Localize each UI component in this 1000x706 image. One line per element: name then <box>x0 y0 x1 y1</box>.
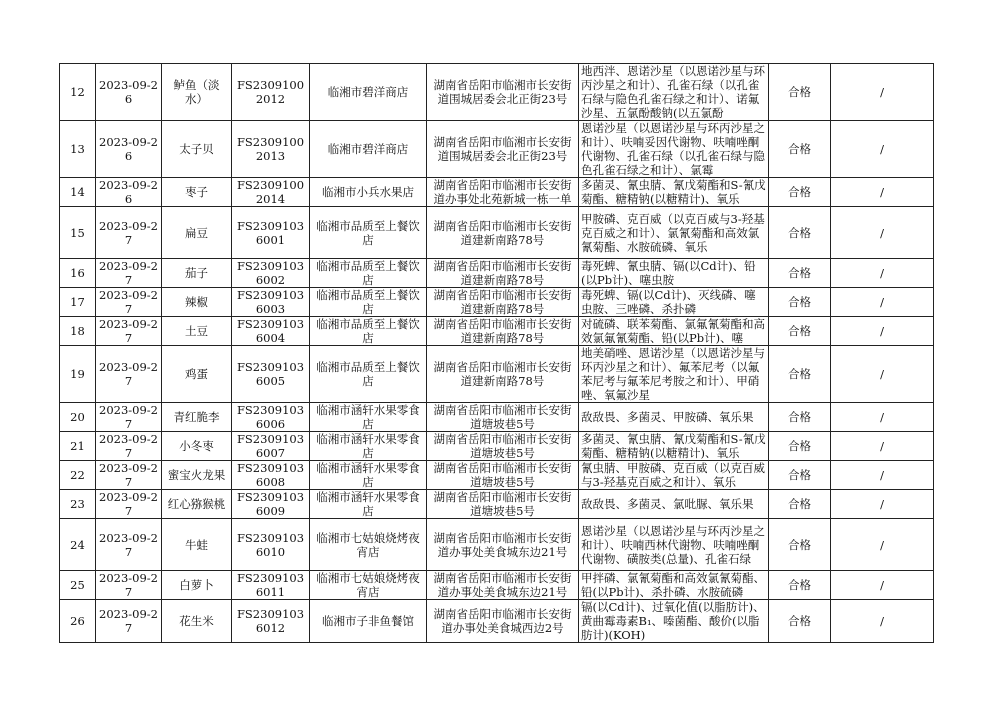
sampled-unit-name-cell: 临湘市品质至上餐饮店 <box>310 207 427 259</box>
sampled-unit-address-cell: 湖南省岳阳市临湘市长安街道围城居委会北正街23号 <box>427 64 579 121</box>
inspection-items-text: 恩诺沙星（以恩诺沙星与环丙沙星之和计）、呋喃西林代谢物、呋喃唑酮代谢物、磺胺类(总量)、孔雀石绿 <box>581 523 765 566</box>
remark-cell: / <box>831 346 934 403</box>
sample-code-cell: FS23091002014 <box>232 178 310 207</box>
inspection-items-text: 氰虫腈、甲胺磷、克百威（以克百威与3-羟基克百威之和计）、氧乐 <box>581 461 765 489</box>
inspection-result-cell: 合格 <box>769 600 831 643</box>
inspection-items-cell <box>579 178 769 207</box>
sampled-unit-address-cell: 湖南省岳阳市临湘市长安街道办事处美食城东边21号 <box>427 519 579 571</box>
inspection-items-cell <box>579 317 769 346</box>
inspection-items-text: 敌敌畏、多菌灵、氯吡脲、氧乐果 <box>581 497 754 511</box>
sample-code-cell: FS23091036011 <box>232 571 310 600</box>
inspection-items-text: 地美硝唑、恩诺沙星（以恩诺沙星与环丙沙星之和计）、氟苯尼考（以氟苯尼考与氟苯尼考胺之和计）、甲硝唑、氧氟沙星 <box>581 346 765 402</box>
sample-code-cell: FS23091036012 <box>232 600 310 643</box>
table-row <box>60 432 934 461</box>
inspection-result-cell: 合格 <box>769 432 831 461</box>
sample-name-cell: 红心猕猴桃 <box>162 490 232 519</box>
table-row <box>60 259 934 288</box>
inspection-items-cell <box>579 571 769 600</box>
inspection-items-text: 对硫磷、联苯菊酯、氯氟氰菊酯和高效氯氟氰菊酯、铅(以Pb计)、噻 <box>581 317 765 345</box>
sample-code-cell: FS23091002013 <box>232 121 310 178</box>
sample-code-cell: FS23091036002 <box>232 259 310 288</box>
sampled-unit-name-cell: 临湘市碧洋商店 <box>310 64 427 121</box>
remark-cell: / <box>831 317 934 346</box>
row-number-cell: 24 <box>60 519 96 571</box>
sample-name-cell: 花生米 <box>162 600 232 643</box>
sampled-unit-address-cell: 湖南省岳阳市临湘市长安街道建新南路78号 <box>427 207 579 259</box>
row-number-cell: 18 <box>60 317 96 346</box>
remark-cell: / <box>831 121 934 178</box>
sampling-date-cell: 2023-09-27 <box>96 571 162 600</box>
sample-code-cell: FS23091002012 <box>232 64 310 121</box>
sample-name-cell: 牛蛙 <box>162 519 232 571</box>
remark-cell: / <box>831 403 934 432</box>
sample-code-cell: FS23091036010 <box>232 519 310 571</box>
sampling-date-cell: 2023-09-27 <box>96 288 162 317</box>
inspection-result-cell: 合格 <box>769 178 831 207</box>
table-row <box>60 490 934 519</box>
sampling-date-cell: 2023-09-27 <box>96 490 162 519</box>
row-number-cell: 15 <box>60 207 96 259</box>
sampled-unit-address-cell: 湖南省岳阳市临湘市长安街道建新南路78号 <box>427 259 579 288</box>
row-number-cell: 17 <box>60 288 96 317</box>
inspection-items-text: 镉(以Cd计)、过氧化值(以脂肪计)、黄曲霉毒素B₁、嗪菌酯、酸价(以脂肪计)(KOH) <box>581 600 765 642</box>
sampled-unit-name-cell: 临湘市小兵水果店 <box>310 178 427 207</box>
sample-name-cell: 枣子 <box>162 178 232 207</box>
inspection-result-cell: 合格 <box>769 288 831 317</box>
inspection-items-text: 甲拌磷、氯氰菊酯和高效氯氰菊酯、铅(以Pb计)、杀扑磷、水胺硫磷 <box>581 571 765 599</box>
sampled-unit-address-cell: 湖南省岳阳市临湘市长安街道建新南路78号 <box>427 346 579 403</box>
sample-name-cell: 土豆 <box>162 317 232 346</box>
sample-name-cell: 鲈鱼（淡水） <box>162 64 232 121</box>
table-row <box>60 288 934 317</box>
sample-code-cell: FS23091036008 <box>232 461 310 490</box>
sampled-unit-address-cell: 湖南省岳阳市临湘市长安街道塘坡巷5号 <box>427 403 579 432</box>
sample-name-cell: 辣椒 <box>162 288 232 317</box>
remark-cell: / <box>831 519 934 571</box>
remark-cell: / <box>831 600 934 643</box>
sampled-unit-address-cell: 湖南省岳阳市临湘市长安街道办事处美食城东边21号 <box>427 571 579 600</box>
sampled-unit-name-cell: 临湘市品质至上餐饮店 <box>310 259 427 288</box>
sampled-unit-name-cell: 临湘市七姑娘烧烤夜宵店 <box>310 571 427 600</box>
inspection-result-cell: 合格 <box>769 317 831 346</box>
row-number-cell: 26 <box>60 600 96 643</box>
inspection-items-cell <box>579 490 769 519</box>
inspection-result-cell: 合格 <box>769 461 831 490</box>
table-row <box>60 403 934 432</box>
sample-code-cell: FS23091036006 <box>232 403 310 432</box>
sampled-unit-name-cell: 临湘市品质至上餐饮店 <box>310 317 427 346</box>
remark-cell: / <box>831 461 934 490</box>
sample-code-cell: FS23091036005 <box>232 346 310 403</box>
sampled-unit-name-cell: 临湘市碧洋商店 <box>310 121 427 178</box>
row-number-cell: 19 <box>60 346 96 403</box>
table-row <box>60 121 934 178</box>
inspection-result-cell: 合格 <box>769 490 831 519</box>
sampling-date-cell: 2023-09-27 <box>96 600 162 643</box>
sampled-unit-name-cell: 临湘市涵轩水果零食店 <box>310 461 427 490</box>
row-number-cell: 12 <box>60 64 96 121</box>
inspection-items-cell <box>579 64 769 121</box>
sample-name-cell: 扁豆 <box>162 207 232 259</box>
inspection-items-cell <box>579 259 769 288</box>
sampled-unit-address-cell: 湖南省岳阳市临湘市长安街道办事处美食城西边2号 <box>427 600 579 643</box>
sample-name-cell: 茄子 <box>162 259 232 288</box>
inspection-items-text: 甲胺磷、克百威（以克百威与3-羟基克百威之和计）、氯氰菊酯和高效氯氰菊酯、水胺硫磷、氧乐 <box>581 211 765 254</box>
sampling-date-cell: 2023-09-27 <box>96 432 162 461</box>
sample-code-cell: FS23091036009 <box>232 490 310 519</box>
sampling-date-cell: 2023-09-26 <box>96 121 162 178</box>
sample-name-cell: 鸡蛋 <box>162 346 232 403</box>
sample-name-cell: 蜜宝火龙果 <box>162 461 232 490</box>
remark-cell: / <box>831 259 934 288</box>
table-row <box>60 461 934 490</box>
sample-code-cell: FS23091036001 <box>232 207 310 259</box>
sampling-date-cell: 2023-09-27 <box>96 259 162 288</box>
sampling-date-cell: 2023-09-27 <box>96 461 162 490</box>
sampled-unit-name-cell: 临湘市品质至上餐饮店 <box>310 288 427 317</box>
inspection-items-text: 毒死蜱、镉(以Cd计)、灭线磷、噻虫胺、三唑磷、杀扑磷 <box>581 288 756 316</box>
remark-cell: / <box>831 571 934 600</box>
sampled-unit-name-cell: 临湘市涵轩水果零食店 <box>310 490 427 519</box>
table-row <box>60 207 934 259</box>
inspection-result-cell: 合格 <box>769 519 831 571</box>
inspection-result-cell: 合格 <box>769 64 831 121</box>
inspection-items-cell <box>579 432 769 461</box>
sampling-date-cell: 2023-09-27 <box>96 403 162 432</box>
table-row <box>60 178 934 207</box>
remark-cell: / <box>831 207 934 259</box>
sampled-unit-address-cell: 湖南省岳阳市临湘市长安街道塘坡巷5号 <box>427 461 579 490</box>
inspection-result-cell: 合格 <box>769 571 831 600</box>
inspection-results-sheet <box>59 63 933 643</box>
sample-code-cell: FS23091036003 <box>232 288 310 317</box>
inspection-items-cell <box>579 121 769 178</box>
remark-cell: / <box>831 490 934 519</box>
row-number-cell: 16 <box>60 259 96 288</box>
sampling-date-cell: 2023-09-27 <box>96 207 162 259</box>
sample-code-cell: FS23091036004 <box>232 317 310 346</box>
sample-name-cell: 小冬枣 <box>162 432 232 461</box>
sampled-unit-name-cell: 临湘市七姑娘烧烤夜宵店 <box>310 519 427 571</box>
sampled-unit-name-cell: 临湘市涵轩水果零食店 <box>310 432 427 461</box>
remark-cell: / <box>831 178 934 207</box>
table-row <box>60 519 934 571</box>
table-row <box>60 600 934 643</box>
inspection-items-text: 多菌灵、氰虫腈、氰戊菊酯和S-氰戊菊酯、糖精钠(以糖精计)、氧乐 <box>581 432 766 460</box>
inspection-items-cell <box>579 600 769 643</box>
remark-cell: / <box>831 432 934 461</box>
sampled-unit-address-cell: 湖南省岳阳市临湘市长安街道围城居委会北正街23号 <box>427 121 579 178</box>
inspection-result-cell: 合格 <box>769 259 831 288</box>
remark-cell: / <box>831 64 934 121</box>
sampling-date-cell: 2023-09-26 <box>96 178 162 207</box>
sample-name-cell: 白萝卜 <box>162 571 232 600</box>
inspection-result-cell: 合格 <box>769 121 831 178</box>
table-row <box>60 571 934 600</box>
inspection-items-cell <box>579 461 769 490</box>
sample-name-cell: 太子贝 <box>162 121 232 178</box>
inspection-items-text: 多菌灵、氰虫腈、氰戊菊酯和S-氰戊菊酯、糖精钠(以糖精计)、氧乐 <box>581 178 766 206</box>
row-number-cell: 22 <box>60 461 96 490</box>
inspection-result-cell: 合格 <box>769 346 831 403</box>
inspection-items-text: 毒死蜱、氰虫腈、镉(以Cd计)、铅(以Pb计)、噻虫胺 <box>581 259 756 287</box>
sample-name-cell: 青红脆李 <box>162 403 232 432</box>
inspection-results-table <box>59 63 934 643</box>
inspection-result-cell: 合格 <box>769 207 831 259</box>
table-row <box>60 317 934 346</box>
table-row <box>60 346 934 403</box>
sampled-unit-name-cell: 临湘市子非鱼餐馆 <box>310 600 427 643</box>
remark-cell: / <box>831 288 934 317</box>
inspection-items-cell <box>579 288 769 317</box>
inspection-items-cell <box>579 403 769 432</box>
table-row <box>60 64 934 121</box>
sampled-unit-address-cell: 湖南省岳阳市临湘市长安街道办事处北苑新城一栋一单 <box>427 178 579 207</box>
sampled-unit-name-cell: 临湘市品质至上餐饮店 <box>310 346 427 403</box>
row-number-cell: 23 <box>60 490 96 519</box>
inspection-items-text: 地西泮、恩诺沙星（以恩诺沙星与环丙沙星之和计）、孔雀石绿（以孔雀石绿与隐色孔雀石绿之和计）、诺氟沙星、五氯酚酸钠(以五氯酚 <box>581 64 765 120</box>
inspection-items-text: 敌敌畏、多菌灵、甲胺磷、氧乐果 <box>581 410 754 424</box>
inspection-items-cell <box>579 519 769 571</box>
row-number-cell: 13 <box>60 121 96 178</box>
sampled-unit-address-cell: 湖南省岳阳市临湘市长安街道塘坡巷5号 <box>427 490 579 519</box>
sample-code-cell: FS23091036007 <box>232 432 310 461</box>
sampled-unit-name-cell: 临湘市涵轩水果零食店 <box>310 403 427 432</box>
inspection-items-cell <box>579 207 769 259</box>
sampled-unit-address-cell: 湖南省岳阳市临湘市长安街道塘坡巷5号 <box>427 432 579 461</box>
sampling-date-cell: 2023-09-26 <box>96 64 162 121</box>
row-number-cell: 25 <box>60 571 96 600</box>
sampling-date-cell: 2023-09-27 <box>96 346 162 403</box>
sampled-unit-address-cell: 湖南省岳阳市临湘市长安街道建新南路78号 <box>427 317 579 346</box>
sampling-date-cell: 2023-09-27 <box>96 317 162 346</box>
inspection-result-cell: 合格 <box>769 403 831 432</box>
table-body <box>60 64 934 643</box>
sampled-unit-address-cell: 湖南省岳阳市临湘市长安街道建新南路78号 <box>427 288 579 317</box>
inspection-items-text: 恩诺沙星（以恩诺沙星与环丙沙星之和计）、呋喃妥因代谢物、呋喃唑酮代谢物、孔雀石绿（以孔雀石绿与隐色孔雀石绿之和计）、氯霉 <box>581 121 765 177</box>
row-number-cell: 14 <box>60 178 96 207</box>
row-number-cell: 20 <box>60 403 96 432</box>
sampling-date-cell: 2023-09-27 <box>96 519 162 571</box>
inspection-items-cell <box>579 346 769 403</box>
row-number-cell: 21 <box>60 432 96 461</box>
